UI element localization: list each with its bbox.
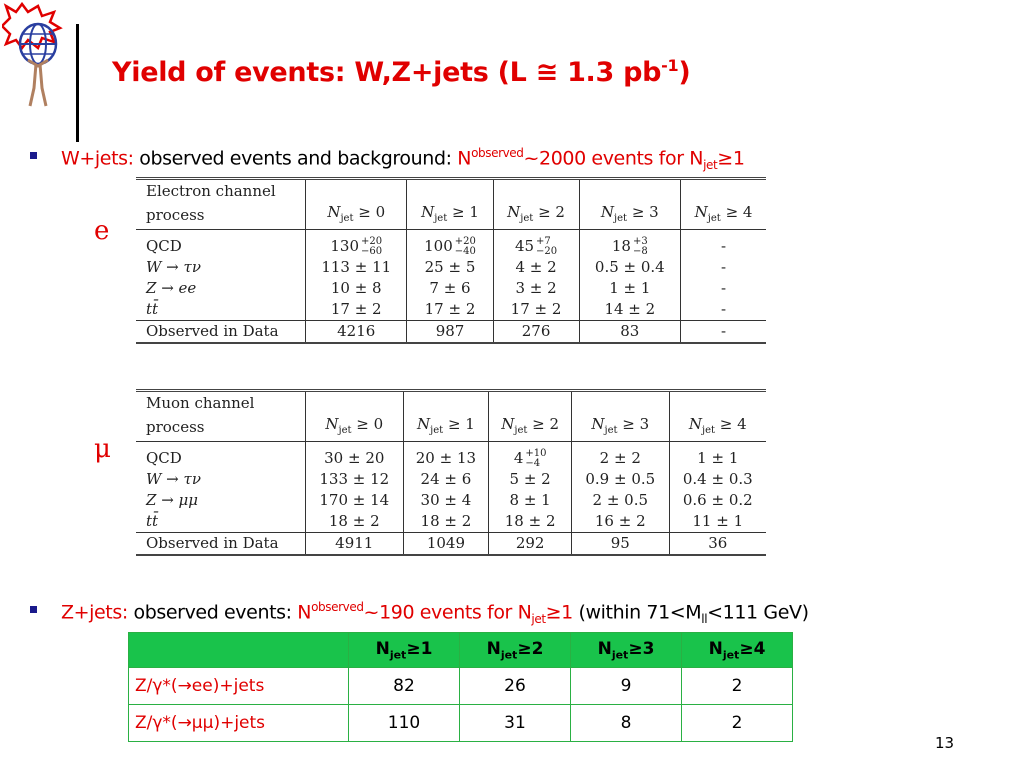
table-header-row <box>136 391 766 415</box>
w-tail: ~2000 events for N <box>523 147 704 170</box>
electron-symbol: e <box>94 216 110 246</box>
header-cell: $N_{jet} \ge 2$ <box>489 414 572 442</box>
process-label: process <box>136 414 306 442</box>
bullet-square-icon <box>30 606 37 613</box>
table-header-row <box>136 202 766 230</box>
table-row: QCD 30 ± 20 20 ± 13 4 +10 −4 2 ± 2 1 ± 1 <box>136 448 766 469</box>
title-divider <box>76 24 79 142</box>
z-n-sup: observed <box>311 600 364 614</box>
table-row: Z → μμ 170 ± 14 30 ± 4 8 ± 1 2 ± 0.5 0.6 ± 0.2 <box>136 490 766 511</box>
z-jets-table <box>128 632 793 742</box>
header-cell: $N_{jet} \ge 1$ <box>407 202 493 230</box>
bullet-square-icon <box>30 152 37 159</box>
observed-row: Observed in Data 4216 987 276 83 - <box>136 321 766 344</box>
header-cell: $N_{jet}\ge 3$ <box>571 633 682 668</box>
w-n: N <box>457 147 472 170</box>
muon-symbol: μ <box>94 434 111 464</box>
table-row: Z → ee 10 ± 8 7 ± 6 3 ± 2 1 ± 1 - <box>136 278 766 299</box>
table-header-row <box>136 179 766 203</box>
header-cell: $N_{jet} \ge 0$ <box>306 414 404 442</box>
z-range-a: (within 71<M <box>572 601 702 624</box>
title-main: Yield of events: W,Z+jets (L ≅ 1.3 pb <box>112 57 662 88</box>
header-cell: $N_{jet} \ge 4$ <box>669 414 766 442</box>
header-cell: $N_{jet} \ge 0$ <box>306 202 407 230</box>
header-cell: $N_{jet} \ge 4$ <box>681 202 766 230</box>
table-row: W → τν 113 ± 11 25 ± 5 4 ± 2 0.5 ± 0.4 - <box>136 257 766 278</box>
z-text: observed events: <box>127 601 298 624</box>
table-row: Z/γ*(→μμ)+jets 110 31 8 2 <box>129 705 793 742</box>
w-jet-sub: jet <box>703 158 718 173</box>
table-row: Z/γ*(→ee)+jets 82 26 9 2 <box>129 668 793 705</box>
z-n: N <box>297 601 312 624</box>
header-cell: $N_{jet}\ge 1$ <box>349 633 460 668</box>
z-jet-sub: jet <box>531 612 546 627</box>
header-cell: $N_{jet}\ge 4$ <box>682 633 793 668</box>
table-row: tt̄ 18 ± 2 18 ± 2 18 ± 2 16 ± 2 11 ± 1 <box>136 511 766 533</box>
w-label: W+jets: <box>61 147 134 170</box>
table-row: W → τν 133 ± 12 24 ± 6 5 ± 2 0.9 ± 0.5 0.4 ± 0.3 <box>136 469 766 490</box>
process-label: process <box>136 202 306 230</box>
header-cell: $N_{jet} \ge 2$ <box>493 202 579 230</box>
table-header-row <box>129 633 793 668</box>
z-range-sub: ll <box>701 612 708 627</box>
header-cell: $N_{jet} \ge 3$ <box>572 414 670 442</box>
muon-channel-table <box>136 389 766 556</box>
electron-channel-table <box>136 177 766 344</box>
electron-title: Electron channel <box>146 181 276 200</box>
observed-row: Observed in Data 4911 1049 292 95 36 <box>136 533 766 556</box>
w-text: observed events and background: <box>133 147 458 170</box>
bullet-w-jets <box>30 146 745 172</box>
z-tail: ~190 events for N <box>363 601 532 624</box>
atlas-logo <box>2 2 74 112</box>
z-label: Z+jets: <box>61 601 128 624</box>
table-row: QCD 130 +20 −60 100 +20 −40 45 +7 −20 18 +3 −8 - <box>136 236 766 257</box>
slide-title <box>112 56 690 88</box>
table-row: tt̄ 17 ± 2 17 ± 2 17 ± 2 14 ± 2 - <box>136 299 766 321</box>
title-sup: -1 <box>661 56 679 75</box>
title-close: ) <box>678 57 691 88</box>
z-cond: ≥1 <box>545 601 573 624</box>
page-number: 13 <box>935 734 955 752</box>
header-cell: $N_{jet} \ge 3$ <box>579 202 680 230</box>
z-range-b: <111 GeV) <box>707 601 809 624</box>
w-cond: ≥1 <box>717 147 745 170</box>
muon-title: Muon channel <box>146 393 255 412</box>
bullet-z-jets <box>30 600 809 626</box>
header-cell: $N_{jet} \ge 1$ <box>403 414 489 442</box>
header-cell: $N_{jet}\ge 2$ <box>460 633 571 668</box>
table-header-row <box>136 414 766 442</box>
w-n-sup: observed <box>471 146 524 160</box>
